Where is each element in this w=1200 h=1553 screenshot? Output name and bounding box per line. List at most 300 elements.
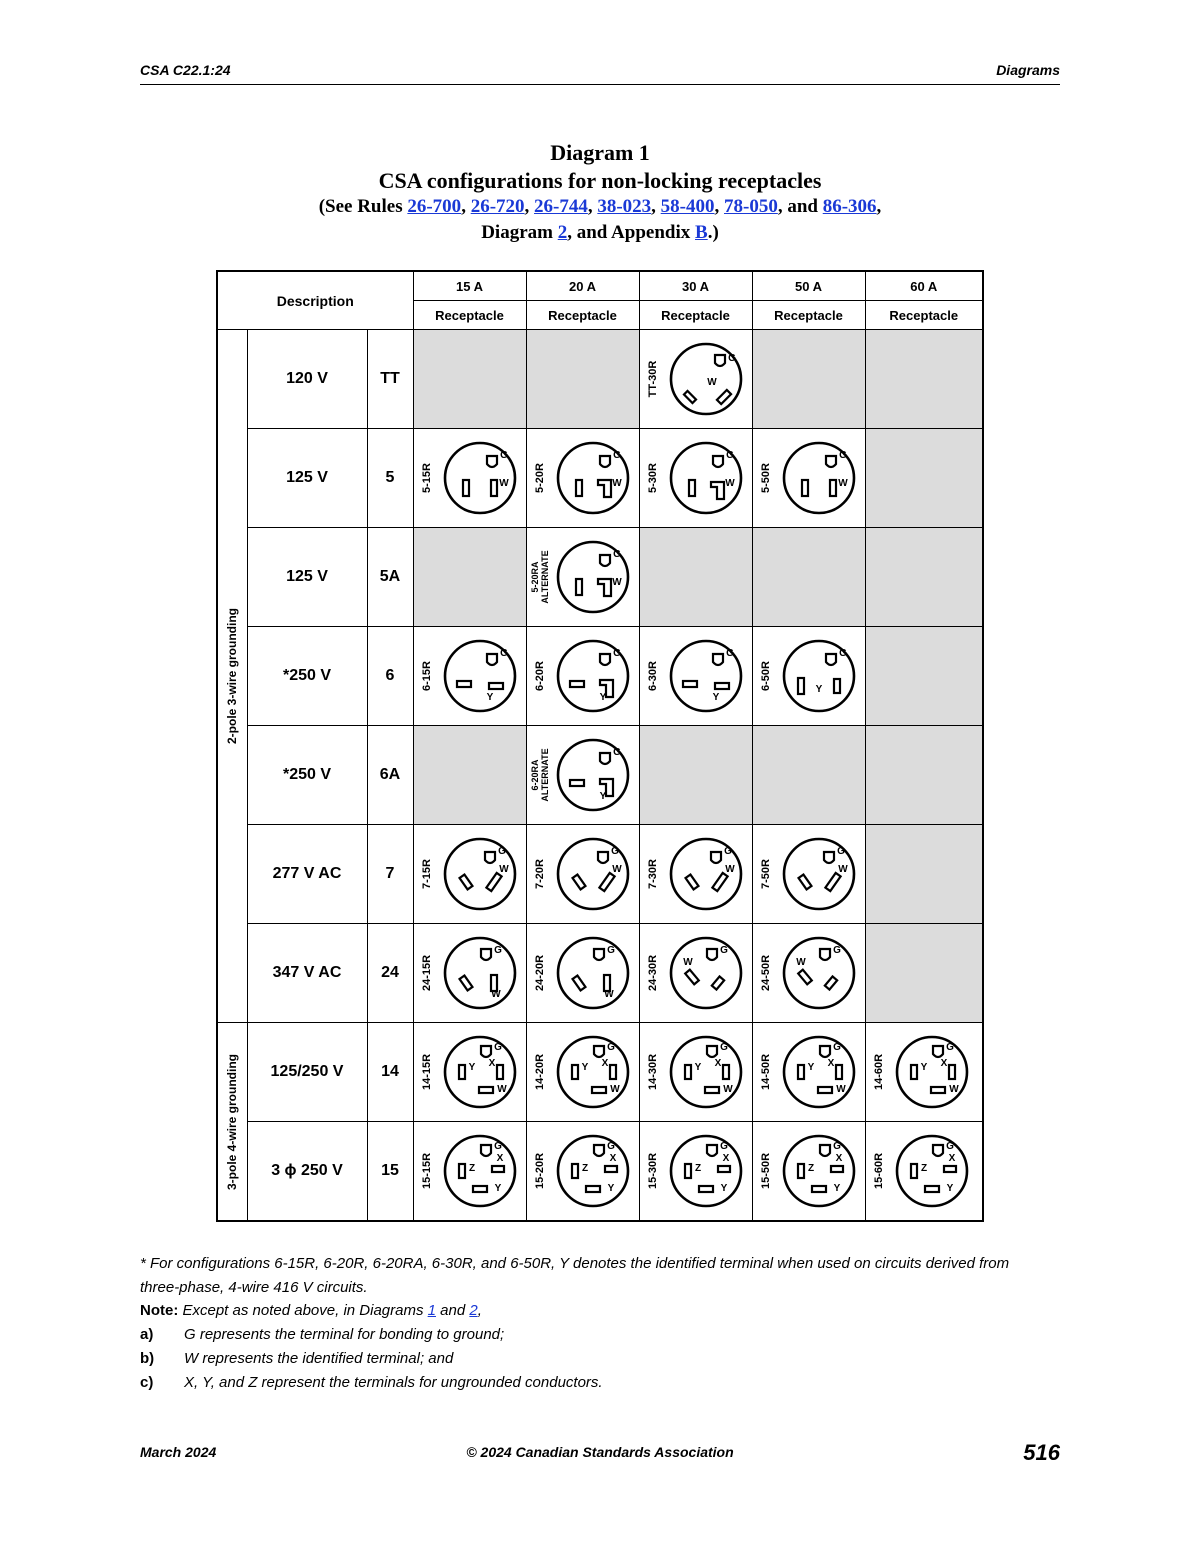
receptacle-cell	[526, 627, 639, 726]
ground-slot	[481, 1145, 491, 1156]
terminal-letter-z: Z	[807, 1163, 814, 1174]
receptacle-label	[417, 438, 437, 518]
note-item-marker: b)	[140, 1350, 155, 1367]
receptacle-code-text: 15-50R	[759, 1152, 772, 1190]
series-cell: 15	[367, 1122, 413, 1222]
terminal-letter-g: G	[945, 1042, 954, 1053]
receptacle-code-text: 14-50R	[759, 1053, 772, 1091]
x-slot	[492, 1166, 504, 1172]
configuration-row	[217, 1122, 983, 1222]
receptacle-code	[760, 661, 772, 691]
z-slot	[459, 1164, 465, 1178]
receptacle-diagram	[527, 1122, 639, 1220]
terminal-letter-g: G	[612, 747, 621, 758]
receptacle-face	[781, 1034, 857, 1110]
appendix-prefix: , and Appendix	[567, 222, 696, 243]
receptacle-code-text: 15-15R	[420, 1152, 433, 1190]
receptacle-code-text: 24-15R	[420, 954, 433, 992]
receptacle-diagram	[753, 429, 865, 527]
terminal-letter-g: G	[493, 1141, 502, 1152]
ground-slot	[594, 1046, 604, 1057]
receptacle-code	[760, 859, 772, 889]
terminal-letter-w: W	[706, 377, 717, 388]
receptacle-code	[647, 463, 659, 493]
series-cell: TT	[367, 330, 413, 429]
receptacle-cell	[752, 627, 865, 726]
receptacle-label	[869, 1032, 889, 1112]
receptacle-cell	[526, 924, 639, 1023]
receptacle-diagram	[414, 1122, 526, 1220]
empty-cell	[413, 330, 526, 429]
hot-slot	[798, 678, 804, 694]
receptacle-label	[756, 1032, 776, 1112]
neutral-slot	[592, 1087, 606, 1093]
receptacle-face	[894, 1133, 970, 1209]
hot-slot	[576, 480, 582, 496]
x-slot	[497, 1065, 503, 1079]
receptacle-cell	[639, 1122, 752, 1222]
receptacle-code	[421, 955, 433, 991]
empty-cell	[865, 429, 983, 528]
empty-cell	[865, 825, 983, 924]
diagram-number: Diagram 1	[550, 140, 650, 165]
terminal-letter-g: G	[723, 846, 732, 857]
receptacle-code-text: 14-30R	[646, 1053, 659, 1091]
receptacle-face	[781, 638, 857, 714]
star-note: * For configurations 6-15R, 6-20R, 6-20RA, 6-30R, and 6-50R, Y denotes the identified terminal when used on circuits derived from three-phase, 4-wire 416 V circuits.	[140, 1255, 1010, 1296]
receptacle-cell	[526, 429, 639, 528]
ampere-header: 15 A	[413, 271, 526, 301]
ground-slot	[820, 1046, 830, 1057]
receptacle-code	[760, 463, 772, 493]
receptacle-code-text: TT-30R	[646, 360, 659, 398]
receptacle-label	[869, 1131, 889, 1211]
receptacle-label	[756, 834, 776, 914]
receptacle-face	[442, 638, 518, 714]
terminal-letter-g: G	[499, 648, 508, 659]
terminal-letter-w: W	[603, 989, 614, 1000]
y-slot	[812, 1186, 826, 1192]
diagram-2-note-link[interactable]: 2	[469, 1302, 478, 1319]
receptacle-diagram	[414, 1023, 526, 1121]
and-word: and	[787, 196, 818, 217]
receptacle-code	[534, 1054, 546, 1090]
empty-cell	[752, 528, 865, 627]
receptacle-cell	[413, 627, 526, 726]
receptacle-header: Receptacle	[639, 301, 752, 330]
receptacle-cell	[752, 924, 865, 1023]
series-cell: 14	[367, 1023, 413, 1122]
note-item-marker: a)	[140, 1326, 154, 1343]
receptacle-diagram	[640, 825, 752, 923]
hot-slot	[457, 681, 471, 687]
receptacle-cell	[526, 726, 639, 825]
terminal-letter-g: G	[612, 648, 621, 659]
receptacle-label	[530, 834, 550, 914]
ground-slot	[933, 1046, 943, 1057]
ground-slot	[711, 852, 721, 863]
receptacle-label	[530, 933, 550, 1013]
receptacle-face	[555, 539, 631, 615]
ground-slot	[485, 852, 495, 863]
receptacle-cell	[413, 924, 526, 1023]
receptacle-label	[643, 1032, 663, 1112]
receptacle-face	[442, 1133, 518, 1209]
receptacle-diagram	[640, 924, 752, 1022]
ampere-header: 50 A	[752, 271, 865, 301]
empty-cell	[865, 726, 983, 825]
hot-slot	[576, 579, 582, 595]
receptacle-code	[421, 1054, 433, 1090]
receptacle-diagram	[753, 924, 865, 1022]
rule-link-86-306[interactable]: 86-306	[822, 196, 877, 217]
terminal-letter-w: W	[682, 957, 693, 968]
receptacle-label	[643, 933, 663, 1013]
voltage-cell: 3 ϕ 250 V	[247, 1122, 367, 1222]
receptacle-code-text: 5-50R	[759, 463, 772, 493]
receptacle-label	[756, 933, 776, 1013]
terminal-letter-y: Y	[494, 1183, 501, 1194]
empty-cell	[413, 528, 526, 627]
receptacle-code	[534, 661, 546, 691]
receptacle-code-text: 14-20R	[533, 1053, 546, 1091]
appendix-b-link[interactable]: B	[695, 222, 708, 243]
x-slot	[718, 1166, 730, 1172]
note-item-text: X, Y, and Z represent the terminals for ungrounded conductors.	[184, 1374, 603, 1391]
receptacle-diagram	[753, 1122, 865, 1220]
ground-slot	[713, 654, 723, 665]
receptacle-code	[647, 859, 659, 889]
receptacle-label	[530, 1032, 550, 1112]
receptacle-diagram	[414, 429, 526, 527]
receptacle-label	[417, 1131, 437, 1211]
terminal-letter-w: W	[611, 577, 622, 588]
z-slot	[572, 1164, 578, 1178]
receptacle-code-text: 15-30R	[646, 1152, 659, 1190]
receptacle-code-text: 14-60R	[872, 1053, 885, 1091]
neutral-slot	[830, 480, 836, 496]
terminal-letter-y: Y	[946, 1183, 953, 1194]
receptacle-code-text: 24-20R	[533, 954, 546, 992]
group-3pole-4wire	[217, 1023, 247, 1222]
receptacle-face	[668, 440, 744, 516]
receptacle-label	[756, 636, 776, 716]
terminal-letter-y: Y	[720, 1183, 727, 1194]
receptacle-code	[760, 1153, 772, 1189]
receptacle-cell	[413, 429, 526, 528]
terminal-letter-y: Y	[694, 1062, 701, 1073]
terminal-letter-z: Z	[920, 1163, 927, 1174]
y-slot	[798, 1065, 804, 1079]
receptacle-code-text: 7-30R	[646, 859, 659, 889]
terminal-letter-y: Y	[581, 1062, 588, 1073]
diagram-1-link[interactable]: 1	[427, 1302, 436, 1319]
terminal-letter-g: G	[493, 945, 502, 956]
receptacle-diagram	[866, 1122, 983, 1220]
neutral-slot	[705, 1087, 719, 1093]
ground-slot	[707, 1145, 717, 1156]
y-slot	[925, 1186, 939, 1192]
ground-slot	[594, 1145, 604, 1156]
receptacle-diagram	[527, 627, 639, 725]
series-cell: 6A	[367, 726, 413, 825]
receptacle-code-text: 6-30R	[646, 661, 659, 691]
rule-link-26-700[interactable]: 26-700	[407, 196, 462, 217]
receptacle-label	[643, 438, 663, 518]
receptacle-code	[421, 661, 433, 691]
receptacle-code-text: 6-15R	[420, 661, 433, 691]
y-slot	[459, 1065, 465, 1079]
diagram-title: CSA configurations for non-locking receptacles	[378, 168, 822, 193]
receptacle-face	[668, 638, 744, 714]
receptacle-code-text: 15-20R	[533, 1152, 546, 1190]
series-cell: 7	[367, 825, 413, 924]
neutral-slot	[479, 1087, 493, 1093]
receptacle-diagram	[414, 825, 526, 923]
receptacle-face	[894, 1034, 970, 1110]
receptacle-label	[417, 1032, 437, 1112]
receptacle-diagram	[753, 627, 865, 725]
terminal-letter-g: G	[838, 450, 847, 461]
note-text-prefix: Except as noted above, in Diagrams	[178, 1302, 428, 1319]
receptacle-cell	[639, 1023, 752, 1122]
terminal-letter-y: Y	[468, 1062, 475, 1073]
receptacle-cell	[752, 1122, 865, 1222]
rule-link-58-400[interactable]: 58-400	[660, 196, 715, 217]
alternate-label: ALTERNATE	[539, 550, 550, 604]
ground-slot	[487, 654, 497, 665]
receptacle-label	[530, 735, 550, 815]
receptacle-face	[668, 1133, 744, 1209]
receptacle-diagram	[527, 825, 639, 923]
configuration-row	[217, 429, 983, 528]
rule-link-38-023[interactable]: 38-023	[597, 196, 652, 217]
receptacle-code-text: 6-20R	[533, 661, 546, 691]
empty-cell	[865, 528, 983, 627]
terminal-letter-y: Y	[607, 1183, 614, 1194]
terminal-letter-z: Z	[694, 1163, 701, 1174]
receptacle-code	[421, 463, 433, 493]
terminal-letter-x: X	[714, 1058, 721, 1069]
receptacle-face	[555, 935, 631, 1011]
terminal-letter-x: X	[488, 1058, 495, 1069]
receptacle-code-text: 14-15R	[420, 1053, 433, 1091]
receptacle-code	[421, 1153, 433, 1189]
terminal-letter-g: G	[606, 1042, 615, 1053]
receptacle-configuration-table	[216, 270, 984, 1222]
note-and: and	[435, 1302, 470, 1319]
receptacle-cell	[865, 1122, 983, 1222]
receptacle-label	[417, 933, 437, 1013]
receptacle-code	[530, 748, 550, 801]
group-label: 2-pole 3-wire grounding	[225, 607, 240, 745]
x-slot	[836, 1065, 842, 1079]
terminal-letter-g: G	[606, 945, 615, 956]
alternate-label: ALTERNATE	[539, 748, 550, 802]
receptacle-face	[781, 836, 857, 912]
empty-cell	[413, 726, 526, 825]
voltage-cell: 125/250 V	[247, 1023, 367, 1122]
terminal-letter-w: W	[611, 478, 622, 489]
receptacle-face	[555, 836, 631, 912]
ground-slot	[713, 456, 723, 467]
terminal-letter-g: G	[838, 648, 847, 659]
series-cell: 5A	[367, 528, 413, 627]
terminal-letter-y: Y	[833, 1183, 840, 1194]
receptacle-code	[873, 1054, 885, 1090]
terminal-letter-w: W	[498, 864, 509, 875]
receptacle-code-text: 5-20R	[533, 463, 546, 493]
receptacle-face	[555, 1034, 631, 1110]
x-slot	[944, 1166, 956, 1172]
receptacle-label	[643, 339, 663, 419]
ampere-header: 30 A	[639, 271, 752, 301]
configuration-row	[217, 528, 983, 627]
rule-link-26-744[interactable]: 26-744	[534, 196, 588, 217]
receptacle-diagram	[527, 1023, 639, 1121]
receptacle-diagram	[527, 429, 639, 527]
hot-slot	[683, 681, 697, 687]
empty-cell	[752, 330, 865, 429]
footer-copyright: © 2024 Canadian Standards Association	[466, 1444, 734, 1460]
terminal-letter-g: G	[727, 353, 736, 364]
group-label: 3-pole 4-wire grounding	[225, 1053, 240, 1190]
receptacle-face	[668, 1034, 744, 1110]
ground-slot	[715, 355, 725, 366]
terminal-letter-y: Y	[599, 791, 606, 802]
z-slot	[798, 1164, 804, 1178]
series-cell: 24	[367, 924, 413, 1023]
y-slot	[685, 1065, 691, 1079]
receptacle-cell	[639, 825, 752, 924]
ground-slot	[933, 1145, 943, 1156]
receptacle-code-text: 7-50R	[759, 859, 772, 889]
terminal-letter-g: G	[832, 1141, 841, 1152]
receptacle-cell	[526, 1023, 639, 1122]
note-suffix: ,	[477, 1302, 482, 1319]
receptacle-code-text: 6-20RA	[529, 759, 540, 791]
terminal-letter-g: G	[945, 1141, 954, 1152]
terminal-letter-g: G	[612, 549, 621, 560]
voltage-cell: *250 V	[247, 726, 367, 825]
receptacle-face	[555, 1133, 631, 1209]
ground-slot	[481, 949, 491, 960]
receptacle-face	[668, 836, 744, 912]
receptacle-code-text: 5-20RA	[529, 561, 540, 593]
receptacle-code-text: 15-60R	[872, 1152, 885, 1190]
receptacle-code	[647, 661, 659, 691]
terminal-letter-x: X	[609, 1153, 616, 1164]
rule-link-78-050[interactable]: 78-050	[724, 196, 778, 217]
see-rules-prefix: (See Rules	[318, 196, 408, 217]
receptacle-code	[760, 1054, 772, 1090]
terminal-letter-w: W	[724, 864, 735, 875]
note-line	[140, 1302, 1040, 1319]
terminal-letter-y: Y	[599, 692, 606, 703]
terminal-letter-g: G	[493, 1042, 502, 1053]
receptacle-code	[534, 859, 546, 889]
voltage-cell: *250 V	[247, 627, 367, 726]
receptacle-diagram	[640, 1122, 752, 1220]
receptacle-face	[442, 440, 518, 516]
receptacle-code	[534, 1153, 546, 1189]
receptacle-label	[643, 1131, 663, 1211]
voltage-cell: 277 V AC	[247, 825, 367, 924]
header-rule	[140, 84, 1060, 85]
receptacle-code-text: 6-50R	[759, 661, 772, 691]
rule-link-26-720[interactable]: 26-720	[470, 196, 525, 217]
hot-slot	[570, 681, 584, 687]
group-2pole-3wire	[217, 330, 247, 1023]
empty-cell	[639, 726, 752, 825]
receptacle-label	[417, 834, 437, 914]
z-slot	[911, 1164, 917, 1178]
receptacle-diagram	[527, 528, 639, 626]
configuration-row	[217, 825, 983, 924]
terminal-letter-w: W	[490, 989, 501, 1000]
hot-slot	[570, 780, 584, 786]
terminal-letter-g: G	[719, 945, 728, 956]
receptacle-diagram	[414, 627, 526, 725]
note-item-text: W represents the identified terminal; and	[184, 1350, 454, 1367]
terminal-letter-w: W	[611, 864, 622, 875]
receptacle-cell	[413, 1122, 526, 1222]
terminal-letter-y: Y	[807, 1062, 814, 1073]
terminal-letter-y: Y	[920, 1062, 927, 1073]
receptacle-diagram	[640, 330, 752, 428]
terminal-letter-w: W	[724, 478, 735, 489]
ground-slot	[600, 654, 610, 665]
ground-slot	[820, 1145, 830, 1156]
receptacle-diagram	[414, 924, 526, 1022]
receptacle-code	[647, 1054, 659, 1090]
empty-cell	[639, 528, 752, 627]
terminal-letter-w: W	[835, 1084, 846, 1095]
diagram-2-link[interactable]: 2	[557, 222, 568, 243]
terminal-letter-x: X	[601, 1058, 608, 1069]
receptacle-cell	[526, 825, 639, 924]
receptacle-label	[643, 636, 663, 716]
x-slot	[949, 1065, 955, 1079]
receptacle-cell	[526, 528, 639, 627]
series-cell: 6	[367, 627, 413, 726]
terminal-letter-w: W	[722, 1084, 733, 1095]
configuration-row	[217, 627, 983, 726]
receptacle-code-text: 24-50R	[759, 954, 772, 992]
receptacle-code-text: 5-30R	[646, 463, 659, 493]
receptacle-header: Receptacle	[413, 301, 526, 330]
terminal-letter-g: G	[610, 846, 619, 857]
receptacle-header: Receptacle	[865, 301, 983, 330]
note-item-c	[140, 1374, 1040, 1391]
description-header: Description	[217, 271, 413, 330]
terminal-letter-w: W	[609, 1084, 620, 1095]
terminal-letter-g: G	[719, 1042, 728, 1053]
terminal-letter-g: G	[725, 450, 734, 461]
receptacle-cell	[639, 627, 752, 726]
neutral-slot	[491, 480, 497, 496]
receptacle-cell	[413, 1023, 526, 1122]
receptacle-code	[421, 859, 433, 889]
receptacle-header: Receptacle	[526, 301, 639, 330]
receptacle-code-text: 7-20R	[533, 859, 546, 889]
series-cell: 5	[367, 429, 413, 528]
terminal-letter-g: G	[499, 450, 508, 461]
receptacle-code-text: 24-30R	[646, 954, 659, 992]
receptacle-face	[555, 440, 631, 516]
voltage-cell: 125 V	[247, 429, 367, 528]
receptacle-code	[647, 955, 659, 991]
